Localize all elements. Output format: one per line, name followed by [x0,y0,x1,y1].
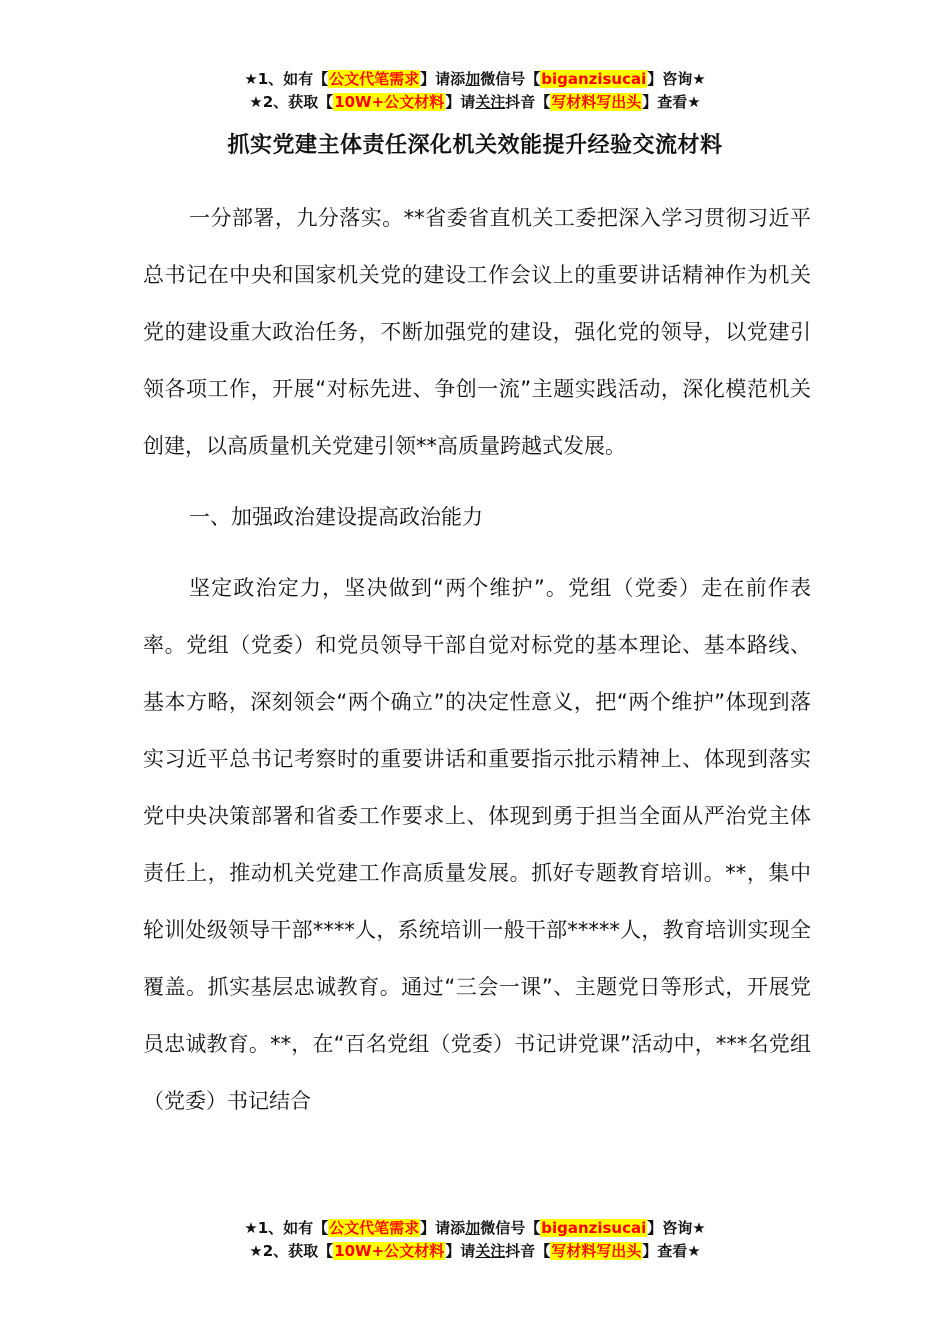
highlight-service: 公文代笔需求 [329,1219,420,1237]
banner-text: 】请 [445,93,476,111]
banner-line-1 [0,1217,950,1240]
highlight-douyin-account: 写材料写出头 [551,1242,642,1260]
banner-line-2 [0,91,950,114]
banner-text: 】请添 [420,1219,466,1237]
banner-text: ★2、获取【 [249,93,334,111]
highlight-wechat-id: biganzisucai [541,70,647,88]
banner-text: ★1、如有【 [244,1219,329,1237]
banner-text: ★1、如有【 [244,70,329,88]
banner-text: 】查看★ [642,93,701,111]
banner-text: 抖音【 [505,93,551,111]
banner-underlined-text: 加 [465,1219,481,1237]
banner-text: 】咨询★ [647,70,706,88]
banner-line-2 [0,1240,950,1263]
intro-paragraph: 一分部署，九分落实。**省委省直机关工委把深入学习贯彻习近平总书记在中央和国家机关党的建设工作会议上的重要讲话精神作为机关党的建设重大政治任务，不断加强党的建设，强化党的领导，以党建引领各项工作，开展“对标先进、争创一流”主题实践活动，深化模范机关创建，以高质量机关党建引领**高质量跨越式发展。 [143,206,811,458]
banner-text: 】请 [445,1242,476,1260]
document-title: 抓实党建主体责任深化机关效能提升经验交流材料 [227,133,723,158]
highlight-materials: 10W+公文材料 [334,93,445,111]
highlight-service: 公文代笔需求 [329,70,420,88]
banner-text: 抖音【 [505,1242,551,1260]
bottom-banner [0,1217,950,1263]
banner-underlined-text: 关注 [475,1242,506,1260]
highlight-wechat-id: biganzisucai [541,1219,647,1237]
banner-text: 微信号【 [480,70,541,88]
banner-text: 】请添 [420,70,466,88]
banner-text: 】咨询★ [647,1219,706,1237]
top-banner [0,68,950,114]
banner-text: 微信号【 [480,1219,541,1237]
banner-text: ★2、获取【 [249,1242,334,1260]
banner-underlined-text: 关注 [475,93,506,111]
document-body [143,190,811,1130]
banner-text: 】查看★ [642,1242,701,1260]
banner-underlined-text: 加 [465,70,481,88]
highlight-douyin-account: 写材料写出头 [551,93,642,111]
banner-line-1 [0,68,950,91]
highlight-materials: 10W+公文材料 [334,1242,445,1260]
body-paragraph: 坚定政治定力，坚决做到“两个维护”。党组（党委）走在前作表率。党组（党委）和党员领导干部自觉对标党的基本理论、基本路线、基本方略，深刻领会“两个确立”的决定性意义，把“两个维护”体现到落实习近平总书记考察时的重要讲话和重要指示批示精神上、体现到落实党中央决策部署和省委工作要求上、体现到勇于担当全面从严治党主体责任上，推动机关党建工作高质量发展。抓好专题教育培训。**，集中轮训处级领导干部****人，系统培训一般干部*****人，教育培训实现全覆盖。抓实基层忠诚教育。通过“三会一课”、主题党日等形式，开展党员忠诚教育。**，在“百名党组（党委）书记讲党课”活动中，***名党组（党委）书记结合 [143,576,811,1113]
section-heading: 一、加强政治建设提高政治能力 [189,505,483,529]
